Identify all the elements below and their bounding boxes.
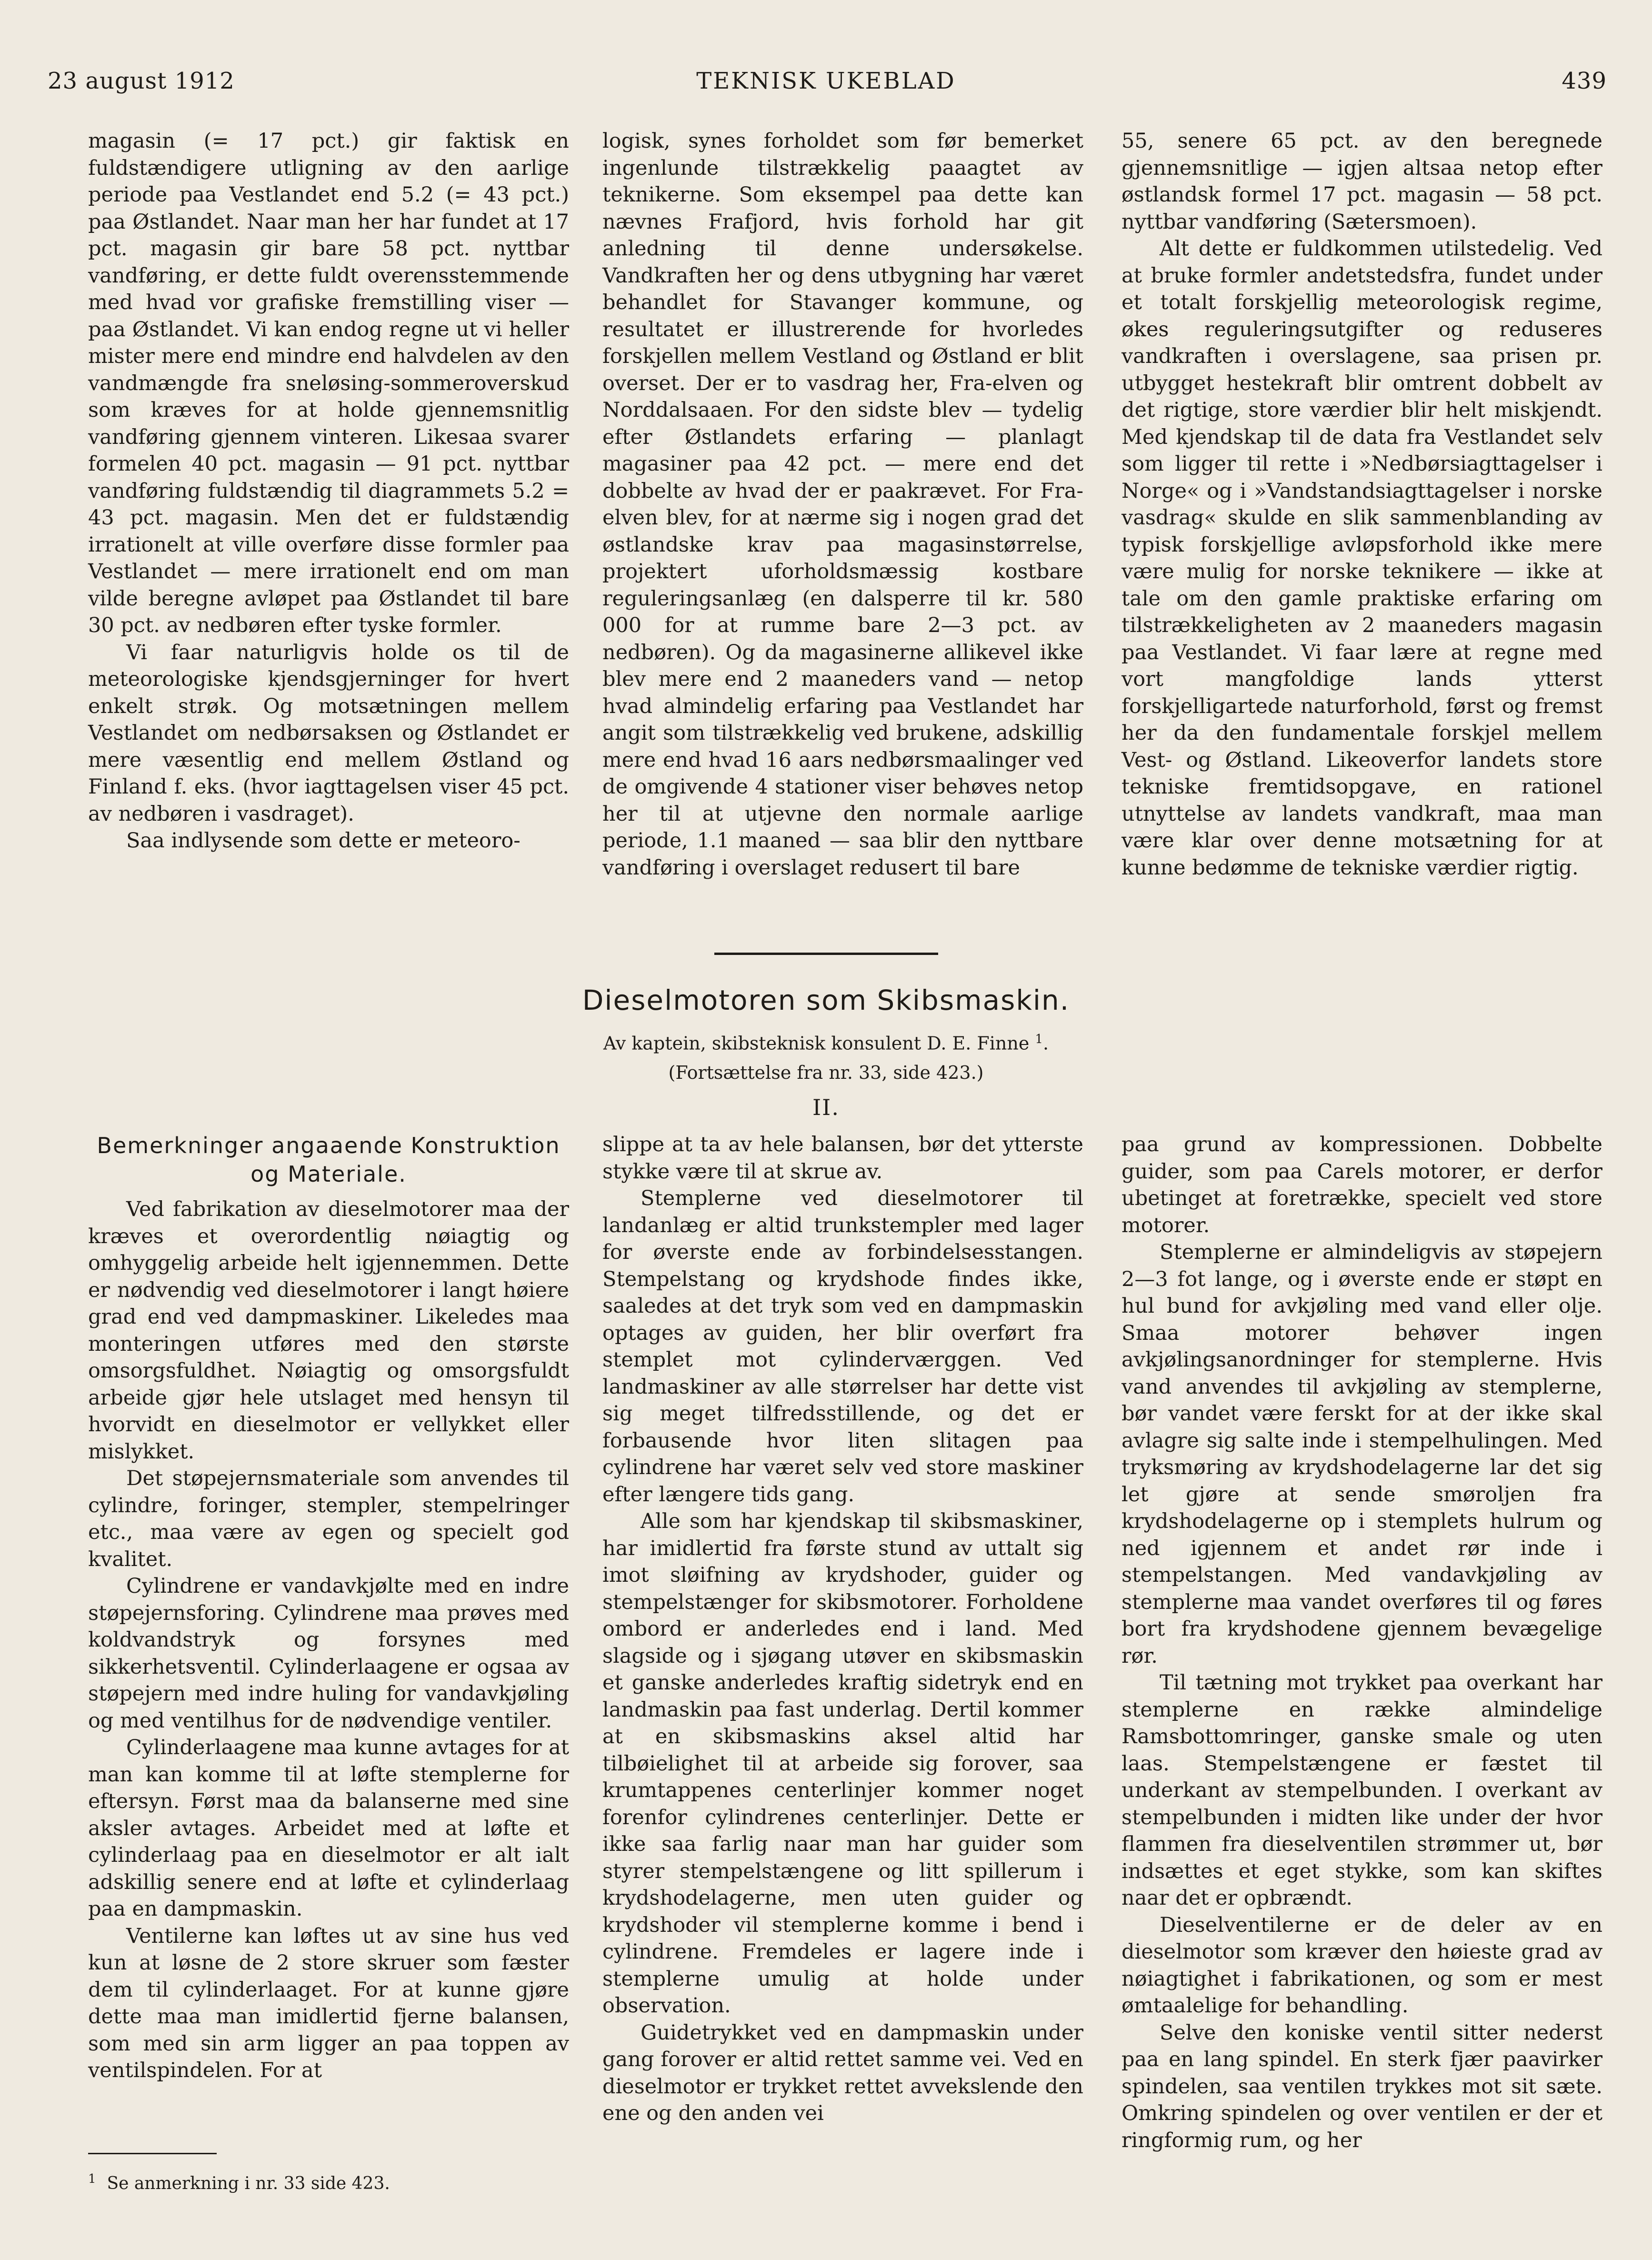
- paragraph: Cylinderlaagene maa kunne avtages for at man kan komme til at løfte stemplerne for eftersyn. Først maa da balanserne med sine aksler avtages. Arbeidet med at løfte et cylinderlaag paa en dieselmotor er alt ialt adskillig senere end at løfte et cylinderlaag paa en dampmaskin.: [88, 1736, 569, 1921]
- paragraph: Stemplerne ved dieselmotorer til landanlæg er altid trunkstempler med lager for øverste ende av forbindelsesstangen. Stempelstang og krydshode findes ikke, saaledes at det tryk som ved en dampmaskin optages av guiden, her blir overført fra stemplet mot cylinderværggen. Ved landmaskiner av alle størrelser har dette vist sig meget tilfredsstillende, og det er forbausende hvor liten slitagen paa cylindrene har været selv ved store maskiner efter længere tids gang.: [602, 1186, 1083, 1507]
- article-column-1: [88, 1131, 569, 2084]
- top-column-3: [1121, 128, 1602, 881]
- byline-text: Av kaptein, skibsteknisk konsulent D. E. Finne: [603, 1033, 1030, 1054]
- footnote-text: Se anmerkning i nr. 33 side 423.: [107, 2174, 390, 2193]
- page-number: 439: [1562, 68, 1607, 94]
- paragraph: Alle som har kjendskap til skibsmaskiner, har imidlertid fra første stund av uttalt sig imot sløifning av krydshoder, guider og stempelstænger for skibsmotorer. Forholdene ombord er anderledes end i land. Med slagside og i sjøgang utøver en skibsmaskin et ganske anderledes kraftig sidetryk end en landmaskin paa fast underlag. Dertil kommer at en skibsmaskins aksel altid har tilbøielighet til at arbeide sig forover, saa krumtappenes centerlinjer kommer noget forenfor cylindrenes centerlinjer. Dette er ikke saa farlig naar man har guider som styrer stempelstængene og litt spillerum i krydshodelagerne, men uten guider og krydshoder vil stemplerne komme i bend i cylindrene. Fremdeles er lagere inde i stemplerne umulig at holde under observation.: [602, 1509, 1083, 2018]
- article-title: Dieselmotoren som Skibsmaskin.: [582, 984, 1070, 1016]
- paragraph: Det støpejernsmateriale som anvendes til cylindre, foringer, stempler, stempelringer etc., maa være av egen og specielt god kvalitet.: [88, 1466, 569, 1571]
- section-divider: [714, 953, 938, 955]
- footnote: [88, 2167, 564, 2196]
- paragraph: slippe at ta av hele balansen, bør det ytterste stykke være til at skrue av.: [602, 1133, 1083, 1184]
- article-column-2: [602, 1131, 1083, 2127]
- paragraph: Stemplerne er almindeligvis av støpejern 2—3 fot lange, og i øverste ende er støpt en hul bund for avkjøling med vand eller olje. Smaa motorer behøver ingen avkjølingsanordninger for stemplerne. Hvis vand anvendes til avkjøling av stemplerne, bør vandet være ferskt for at der ikke skal avlagre sig salte inde i stempelhulingen. Med tryksmøring av krydshodelagerne lar det sig let gjøre at sende smøroljen fra krydshodelagerne op i stemplets hulrum og ned igjennem et andet rør inde i stempelstangen. Med vandavkjøling av stemplerne maa vandet overføres til og føres bort fra krydshodene gjennem bevægelige rør.: [1121, 1240, 1602, 1668]
- paragraph: Ventilerne kan løftes ut av sine hus ved kun at løsne de 2 store skruer som fæster dem til cylinderlaaget. For at kunne gjøre dette maa man imidlertid fjerne balansen, som med sin arm ligger an paa toppen av ventilspindelen. For at: [88, 1924, 569, 2082]
- footnote-rule: [88, 2153, 217, 2154]
- top-column-1: [88, 128, 569, 854]
- header-date: 23 august 1912: [48, 68, 235, 94]
- footnote-marker: 1: [1035, 1032, 1043, 1046]
- paragraph: 55, senere 65 pct. av den beregnede gjennemsnitlige — igjen altsaa netop efter østlandsk formel 17 pct. magasin — 58 pct. nyttbar vandføring (Sætersmoen).: [1121, 129, 1602, 234]
- paragraph: logisk, synes forholdet som før bemerket ingenlunde tilstrækkelig paaagtet av teknikerne. Som eksempel paa dette kan nævnes Frafjord, hvis forhold har git anledning til denne undersøkelse. Vandkraften her og dens utbygning har været behandlet for Stavanger kommune, og resultatet er illustrerende for hvorledes forskjellen mellem Vestland og Østland er blit overset. Der er to vasdrag her, Fra-elven og Norddalsaaen. For den sidste blev — tydelig efter Østlandets erfaring — planlagt magasiner paa 42 pct. — mere end det dobbelte av hvad der er paakrævet. For Fra-elven blev, for at nærme sig i nogen grad det østlandske krav paa magasinstørrelse, projektert uforholdsmæssig kostbare reguleringsanlæg (en dalsperre til kr. 580 000 for at rumme bare 2—3 pct. av nedbøren). Og da magasinerne allikevel ikke blev mere end 2 maaneders vand — netop hvad almindelig erfaring paa Vestlandet har angit som tilstrækkelig ved brukene, adskillig mere end hvad 16 aars nedbørsmaalinger ved de omgivende 4 stationer viser behøves netop her til at utjevne den normale aarlige periode, 1.1 maaned — saa blir den nyttbare vandføring i overslaget redusert til bare: [602, 129, 1083, 880]
- paragraph: Dieselventilerne er de deler av en dieselmotor som kræver den høieste grad av nøiagtighet i fabrikationen, og som er mest ømtaalelige for behandling.: [1121, 1913, 1602, 2018]
- paragraph: paa grund av kompressionen. Dobbelte guider, som paa Carels motorer, er derfor ubetinget at foretrække, specielt ved store motorer.: [1121, 1133, 1602, 1237]
- top-column-2: [602, 128, 1083, 881]
- paragraph: Saa indlysende som dette er meteoro-: [126, 829, 521, 853]
- paragraph: Til tætning mot trykket paa overkant har stemplerne en række almindelige Ramsbottomringer, ganske smale og uten laas. Stempelstængene er fæstet til underkant av stempelbunden. I overkant av stempelbunden i midten like under der hvor flammen fra dieselventilen strømmer ut, bør indsættes et eget stykke, som kan skiftes naar det er opbrændt.: [1121, 1671, 1602, 1910]
- paragraph: Guidetrykket ved en dampmaskin under gang forover er altid rettet samme vei. Ved en dieselmotor er trykket rettet avvekslende den ene og den anden vei: [602, 2020, 1083, 2125]
- paragraph: Vi faar naturligvis holde os til de meteorologiske kjendsgjerninger for hvert enkelt strøk. Og motsætningen mellem Vestlandet om nedbørsaksen og Østlandet er mere væsentlig end mellem Østland og Finland f. eks. (hvor iagttagelsen viser 45 pct. av nedbøren i vasdraget).: [88, 640, 569, 826]
- paragraph: Cylindrene er vandavkjølte med en indre støpejernsforing. Cylindrene maa prøves med koldvandstryk og forsynes med sikkerhetsventil. Cylinderlaagene er ogsaa av støpejern med indre huling for vandavkjøling og med ventilhus for de nødvendige ventiler.: [88, 1574, 569, 1733]
- article-section-number: II.: [812, 1095, 840, 1120]
- paragraph: Selve den koniske ventil sitter nederst paa en lang spindel. En sterk fjær paavirker spindelen, saa ventilen trykkes mot sit sæte. Omkring spindelen og over ventilen er der et ringformig rum, og her: [1121, 2020, 1602, 2152]
- paragraph: magasin (= 17 pct.) gir faktisk en fuldstændigere utligning av den aarlige periode paa Vestlandet end 5.2 (= 43 pct.) paa Østlandet. Naar man her har fundet at 17 pct. magasin gir bare 58 pct. nyttbar vandføring, er dette fuldt overensstemmende med hvad vor grafiske fremstilling viser — paa Østlandet. Vi kan endog regne ut vi heller mister mere end mindre end halvdelen av den vandmængde fra sneløsing-sommeroverskud som kræves for at holde gjennemsnitlig vandføring gjennem vinteren. Likesaa svarer formelen 40 pct. magasin — 91 pct. nyttbar vandføring fuldstændig til diagrammets 5.2 = 43 pct. magasin. Men det er fuldstændig irrationelt at ville overføre disse formler paa Vestlandet — mere irrationelt end om man vilde beregne avløpet paa Østlandet til bare 30 pct. av nedbøren efter tyske formler.: [88, 129, 569, 637]
- paragraph: Alt dette er fuldkommen utilstedelig. Ved at bruke formler andetstedsfra, fundet under et totalt forskjellig meteorologisk regime, økes reguleringsutgifter og reduseres vandkraften i overslagene, saa prisen pr. utbygget hestekraft blir omtrent dobbelt av det rigtige, store værdier blir helt miskjendt. Med kjendskap til de data fra Vestlandet selv som ligger til rette i »Nedbørsiagttagelser i Norge« og i »Vandstandsiagttagelser i norske vasdrag« skulde en slik sammenblanding av typisk forskjellige avløpsforhold ikke mere være mulig for norske teknikere — ikke at tale om den gamle praktiske erfaring om tilstrækkeligheten av 2 maaneders magasin paa Vestlandet. Vi faar lære at regne med vort mangfoldige lands ytterst forskjelligartede naturforhold, først og fremst her da den fundamentale forskjel mellem Vest- og Østland. Likeoverfor landets store tekniske fremtidsopgave, en rationel utnyttelse av landets vandkraft, maa man være klar over denne motsætning for at kunne bedømme de tekniske værdier rigtig.: [1121, 237, 1602, 880]
- article-column-3: [1121, 1131, 1602, 2154]
- article-continuation: (Fortsættelse fra nr. 33, side 423.): [668, 1062, 984, 1083]
- header-title: TEKNISK UKEBLAD: [696, 68, 956, 94]
- paragraph: Ved fabrikation av dieselmotorer maa der kræves et overordentlig nøiagtig og omhyggelig arbeide helt igjennemmen. Dette er nødvendig ved dieselmotorer i langt høiere grad end ved dampmaskiner. Likeledes maa monteringen utføres med den største omsorgsfuldhet. Nøiagtig og omsorgsfuldt arbeide gjør hele utslaget med hensyn til hvorvidt en dieselmotor er vellykket eller mislykket.: [88, 1197, 569, 1464]
- article-byline: Av kaptein, skibsteknisk konsulent D. E. Finne $^1$.: [603, 1032, 1049, 1054]
- footnote-number: 1: [88, 2172, 96, 2186]
- subheading: Bemerkninger angaaende Konstruktion og Materiale.: [97, 1133, 561, 1187]
